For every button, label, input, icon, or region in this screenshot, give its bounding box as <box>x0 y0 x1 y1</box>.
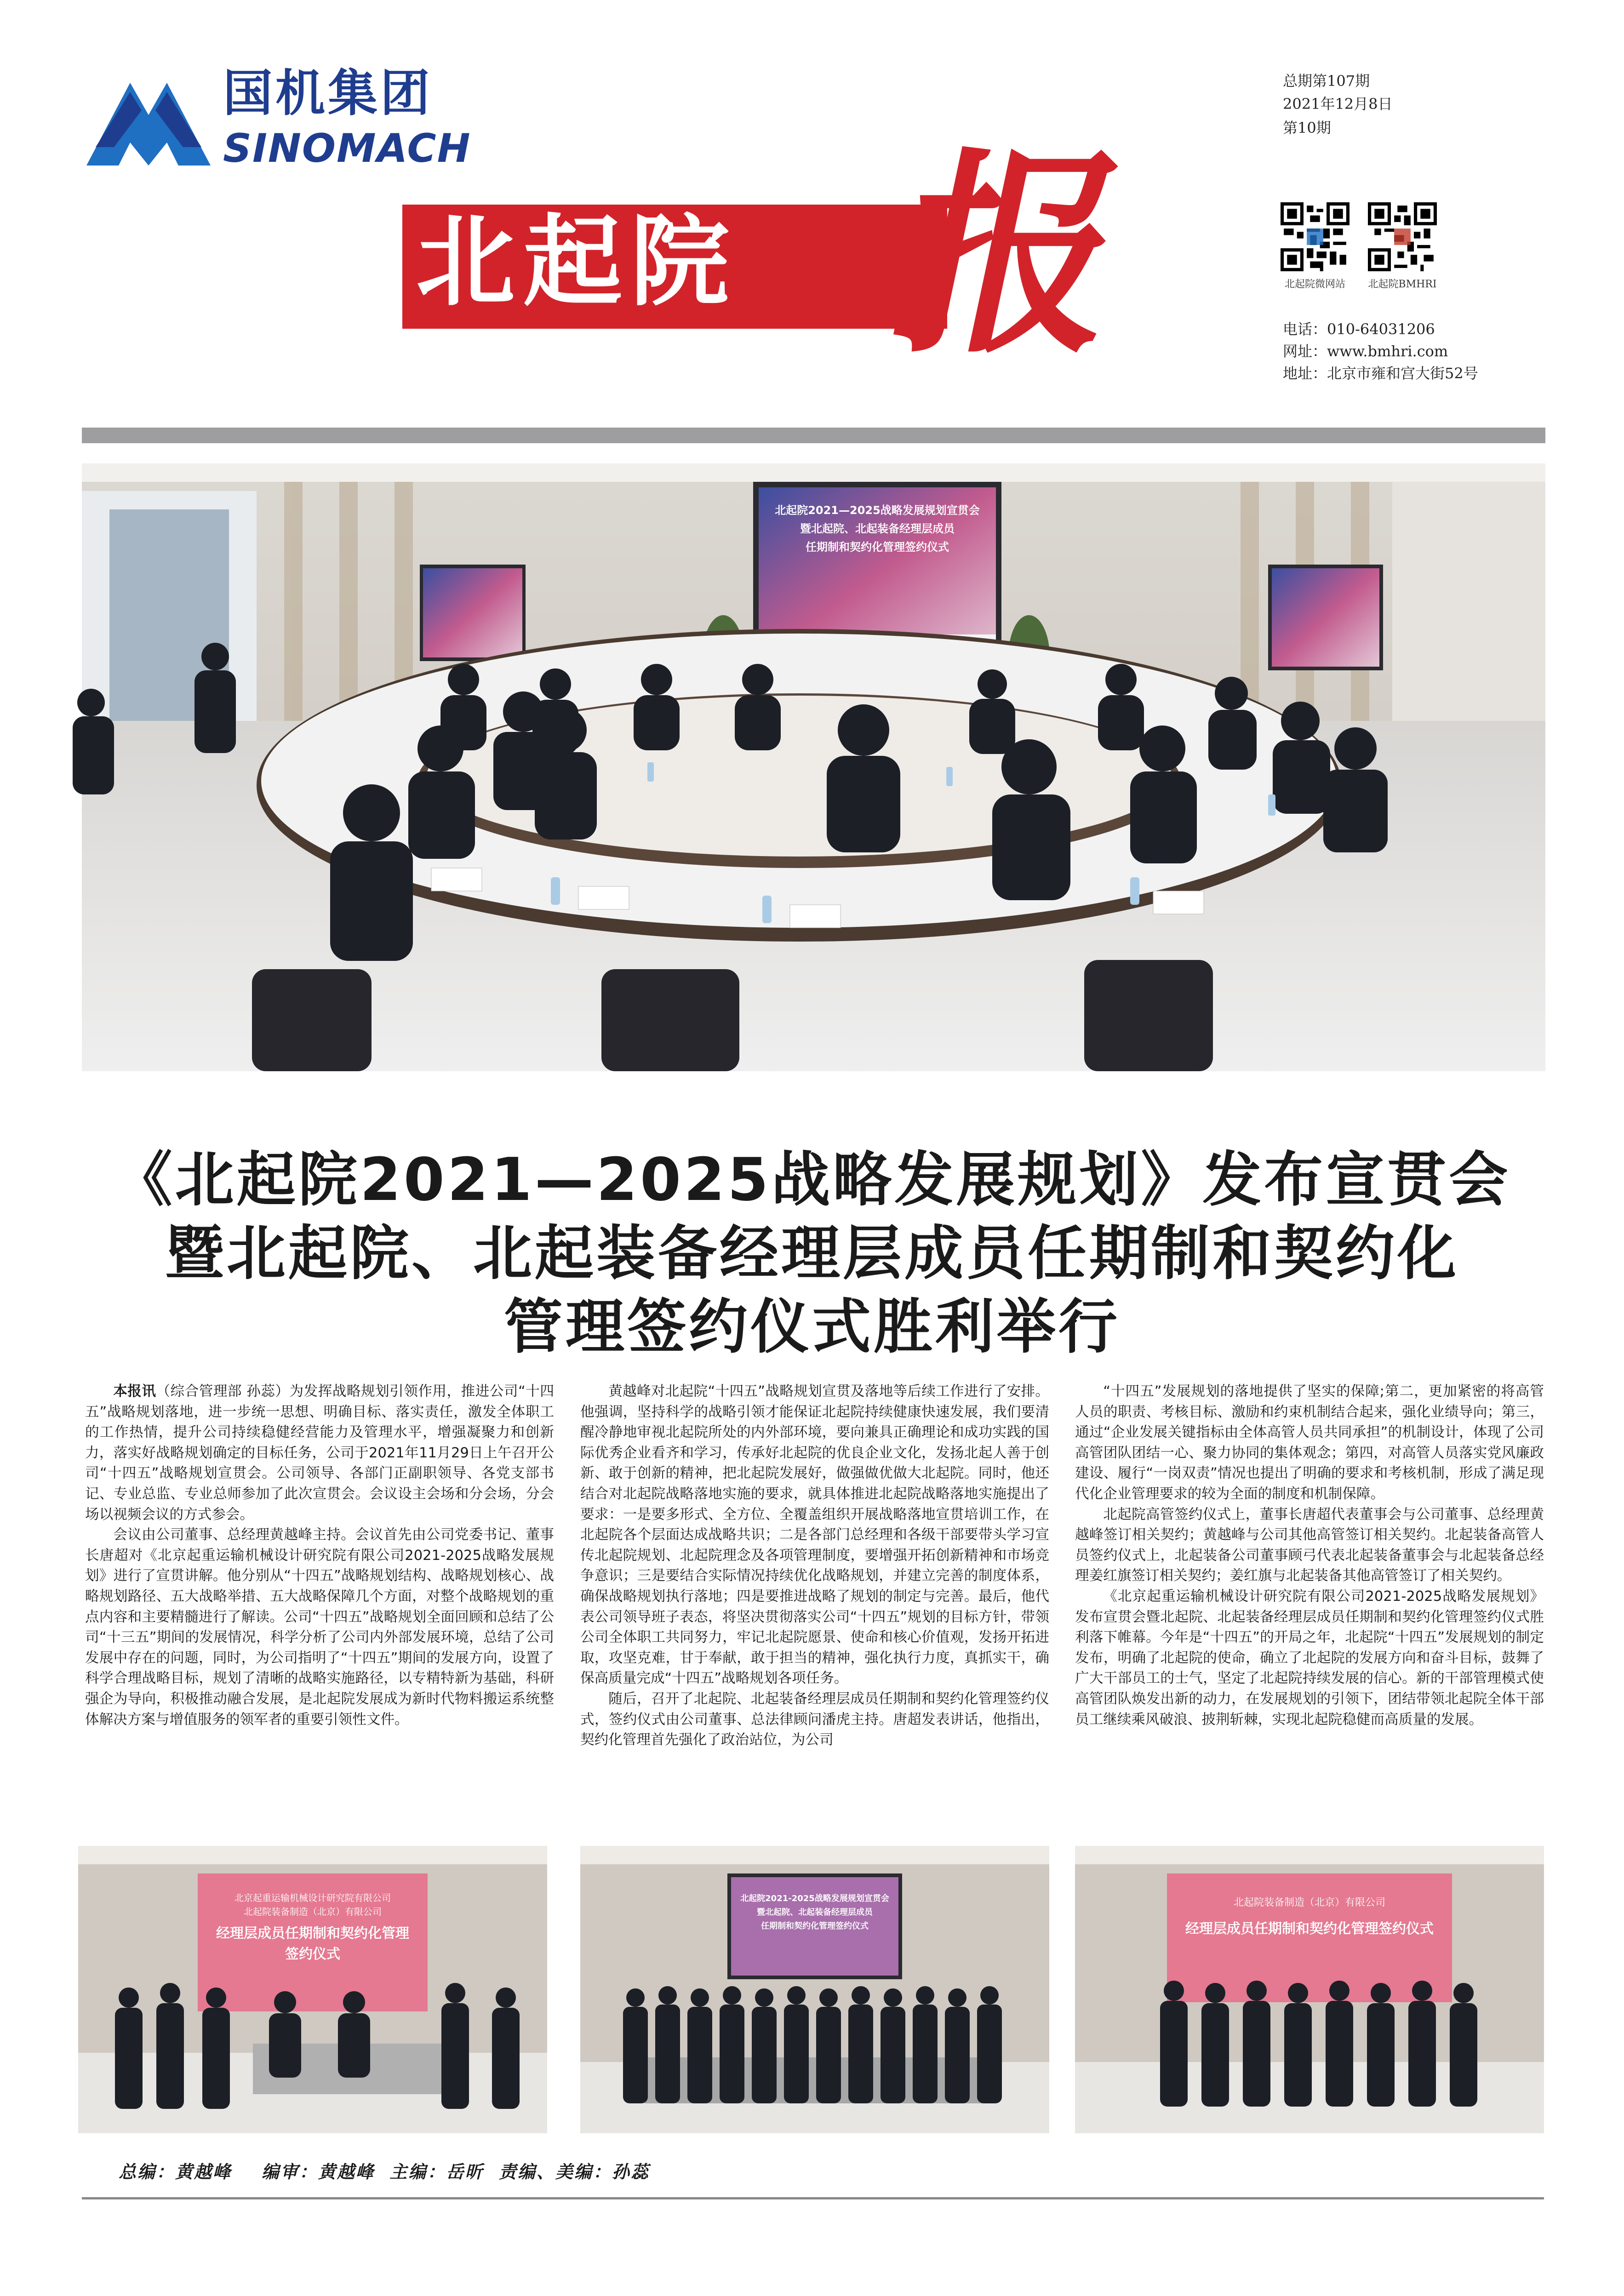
article-column-2 <box>580 1382 1049 1751</box>
bottom-photo-signing <box>78 1846 547 2133</box>
backdrop-line-1: 北起院装备制造（北京）有限公司 <box>1233 1897 1386 1908</box>
headline-line-1: 《北起院2021—2025战略发展规划》发布宣贯会 <box>113 1146 1511 1214</box>
backdrop-line-2: 北起院装备制造（北京）有限公司 <box>244 1906 382 1917</box>
backdrop-line-2: 暨北起院、北起装备经理层成员 <box>757 1908 873 1917</box>
main-photo <box>82 463 1545 1071</box>
headline-line-3: 管理签约仪式胜利举行 <box>503 1293 1120 1361</box>
lead-label: 本报讯 <box>113 1383 156 1399</box>
paper-title: 北起院 <box>416 204 738 320</box>
paper-title-calligraphy <box>876 128 1182 383</box>
column-3-paragraph-1: “十四五”发展规划的落地提供了坚实的保障;第二，更加紧密的将高管人员的职责、考核目标、激励和约束机制结合起来，强化业绩导向；第三，通过“企业发展关键指标由全体高管人员共同承担”的机制设计，体现了公司高管团队团结一心、聚力协同的集体观念；第四，对高管人员落实党风廉政建设、履行“一岗双责”情况也提出了明确的要求和考核机制，形成了满足现代化企业管理要求的较为全面的制度和机制保障。 <box>1075 1383 1544 1502</box>
qr-code-icon <box>1281 202 1350 271</box>
column-3-paragraph-3: 《北京起重运输机械设计研究院有限公司2021-2025战略发展规划》发布宣贯会暨北起院、北起装备经理层成员任期制和契约化管理签约仪式胜利落下帷幕。今年是“十四五”的开局之年，北起院“十四五”发展规划的制定发布，明确了北起院的使命，确立了北起院的发展方向和奋斗目标，鼓舞了广大干部员工的士气，坚定了北起院持续发展的信心。新的干部管理模式使高管团队焕发出新的动力，在发展规划的引领下，团结带领北起院全体干部员工继续乘风破浪、披荆斩棘，实现北起院稳健而高质量的发展。 <box>1075 1588 1544 1728</box>
column-1-paragraph-2: 会议由公司董事、总经理黄越峰主持。会议首先由公司党委书记、董事长唐超对《北京起重运输机械设计研究院有限公司2021-2025战略发展规划》进行了宣贯讲解。他分别从“十四五”战略规划结构、战略规划核心、战略规划路径、五大战略举措、五大战略保障几个方面，对整个战略规划的重点内容和主要精髓进行了解读。公司“十四五”战略规划全面回顾和总结了公司“十三五”期间的发展情况，科学分析了公司内外部发展环境，总结了公司发展中存在的问题，同时，为公司指明了“十四五”期间的发展方向，设置了科学合理战略目标，规划了清晰的战略实施路径，以专精特新为基础，科研强企为导向，积极推动融合发展，是北起院发展成为新时代物料搬运系统整体解决方案与增值服务的领军者的重要引领性文件。 <box>85 1527 554 1728</box>
editorial-credits: 总编：黄越峰 编审：黄越峰 主编：岳昕 责编、美编：孙蕊 <box>119 2161 650 2182</box>
column-1-paragraph-1: 为发挥战略规划引领作用，推进公司“十四五”战略规划落地，进一步统一思想、明确目标、落实责任，激发全体职工的工作热情，提升公司持续稳健经营能力及管理水平，增强凝聚力和创新力，落实好战略规划确定的目标任务，公司于2021年11月29日上午召开公司“十四五”战略规划宣贯会。公司领导、各部门正副职领导、各党支部书记、专业总监、专业总师参加了此次宣贯会。会议设主会场和分会场，分会场以视频会议的方式参会。 <box>85 1383 554 1523</box>
bottom-photo-equipment <box>1075 1846 1544 2133</box>
backdrop-line-1: 北起院2021-2025战略发展规划宣贯会 <box>740 1894 889 1903</box>
backdrop-line-4: 签约仪式 <box>285 1946 340 1962</box>
paper-title-char: 报 <box>876 128 1147 383</box>
masthead-divider <box>82 428 1545 443</box>
qr-code-icon <box>1368 202 1437 271</box>
sinomach-logo-icon <box>86 74 211 166</box>
headline-line-2: 暨北起院、北起装备经理层成员任期制和契约化 <box>165 1219 1459 1288</box>
contact-phone: 电话：010-64031206 <box>1283 320 1435 338</box>
screen-line-1: 北起院2021—2025战略发展规划宣贯会 <box>775 504 980 517</box>
group-name-cn: 国机集团 <box>223 65 433 122</box>
backdrop-line-3: 经理层成员任期制和契约化管理 <box>216 1925 409 1942</box>
column-3-paragraph-2: 北起院高管签约仪式上，董事长唐超代表董事会与公司董事、总经理黄越峰签订相关契约；黄越峰与公司其他高管签订相关契约。北起装备高管人员签约仪式上，北起装备公司董事顾弓代表北起装备董事会与北起装备总经理姜红旗签订相关契约；姜红旗与北起装备其他高管签订了相关契约。 <box>1075 1506 1544 1584</box>
footer-divider <box>82 2197 1544 2199</box>
screen-line-3: 任期制和契约化管理签约仪式 <box>806 541 949 554</box>
column-2-paragraph-1: 黄越峰对北起院“十四五”战略规划宣贯及落地等后续工作进行了安排。他强调，坚持科学的战略引领才能保证北起院持续健康快速发展，我们要清醒冷静地审视北起院所处的内外部环境，要向兼具正确理论和成功实践的国际优秀企业看齐和学习，传承好北起院的优良企业文化，发扬北起人善于创新、敢于创新的精神，把北起院发展好，做强做优做大北起院。同时，他还结合对北起院战略落地实施的要求，就具体推进北起院战略落地实施提出了要求：一是要多形式、全方位、全覆盖组织开展战略落地宣贯培训工作，在北起院各个层面达成战略共识；二是各部门总经理和各级干部要带头学习宣传北起院规划、北起院理念及各项管理制度，要增强开拓创新精神和市场竞争意识；三是要结合实际情况持续优化战略规划，并建立完善的制度体系，确保战略规划执行落地；四是要推进战略了规划的制定与完善。最后，他代表公司领导班子表态，将坚决贯彻落实公司“十四五”规划的目标方针，带领公司全体职工共同努力，牢记北起院愿景、使命和核心价值观，发扬开拓进取，攻坚克难，甘于奉献，敢于担当的精神，强化执行力度，真抓实干，确保高质量完成“十四五”战略规划各项任务。 <box>580 1383 1049 1687</box>
screen-line-2: 暨北起院、北起装备经理层成员 <box>800 522 955 535</box>
qr-caption-1: 北起院微网站 <box>1284 279 1345 290</box>
group-name-en: SINOMACH <box>223 126 471 171</box>
backdrop-line-1: 北京起重运输机械设计研究院有限公司 <box>234 1892 391 1903</box>
contact-web: 网址：www.bmhri.com <box>1283 343 1448 360</box>
issue-date: 2021年12月8日 <box>1283 95 1393 113</box>
article-column-1 <box>85 1382 554 1730</box>
backdrop-line-3: 任期制和契约化管理签约仪式 <box>761 1921 869 1931</box>
backdrop-line-2: 经理层成员任期制和契约化管理签约仪式 <box>1185 1921 1434 1937</box>
contact-address: 地址：北京市雍和宫大街52号 <box>1283 365 1478 382</box>
article-column-3 <box>1075 1382 1544 1730</box>
issue-total: 总期第107期 <box>1283 72 1370 90</box>
column-2-paragraph-2: 随后，召开了北起院、北起装备经理层成员任期制和契约化管理签约仪式，签约仪式由公司董事、总法律顾问潘虎主持。唐超发表讲话，他指出，契约化管理首先强化了政治站位，为公司 <box>580 1691 1049 1748</box>
lead-source: （综合管理部 孙蕊） <box>156 1383 290 1399</box>
qr-caption-2: 北起院BMHRI <box>1368 279 1437 290</box>
bottom-photo-group <box>580 1846 1049 2133</box>
issue-number: 第10期 <box>1283 119 1331 137</box>
